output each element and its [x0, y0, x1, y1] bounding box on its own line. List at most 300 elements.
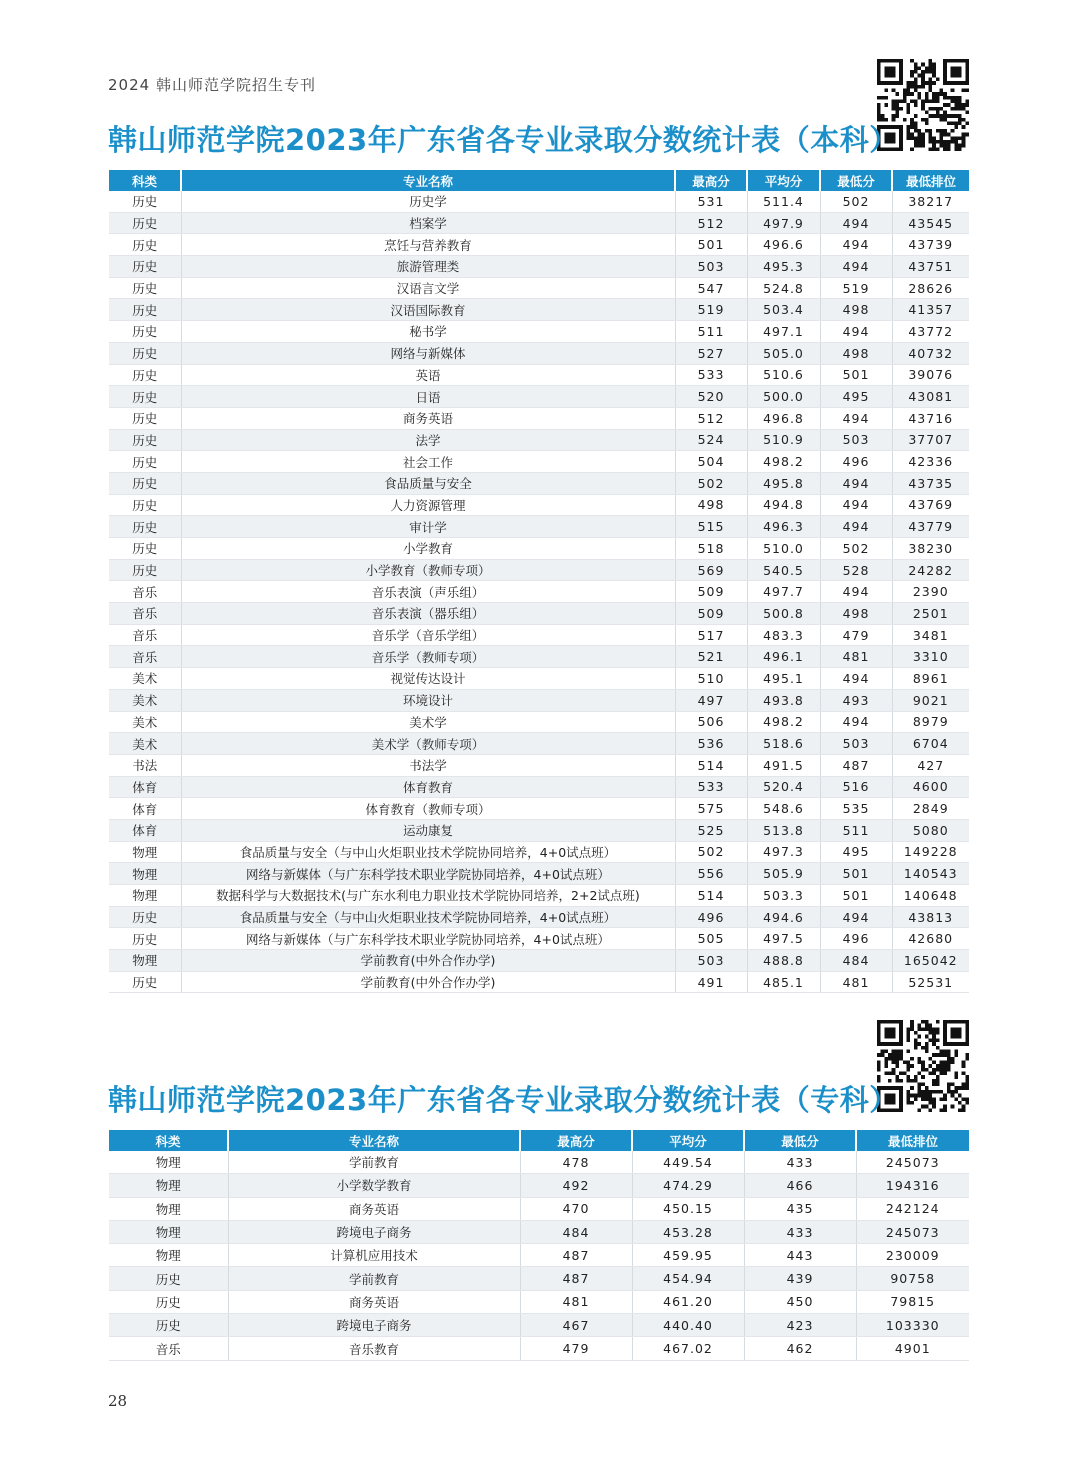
- min-score-cell: 466: [744, 1174, 856, 1197]
- avg-score-cell: 488.8: [747, 950, 820, 972]
- category-cell: 历史: [109, 364, 181, 386]
- table-row: [109, 711, 969, 733]
- min-score-cell: 498: [820, 299, 892, 321]
- min-score-cell: 493: [820, 689, 892, 711]
- max-score-cell: 502: [675, 472, 747, 494]
- category-cell: 历史: [109, 256, 181, 278]
- table-row: [109, 581, 969, 603]
- min-score-cell: 494: [820, 516, 892, 538]
- min-score-cell: 535: [820, 798, 892, 820]
- category-cell: 历史: [109, 212, 181, 234]
- avg-score-cell: 500.0: [747, 386, 820, 408]
- major-name-cell: 小学教育（教师专项）: [181, 559, 675, 581]
- min-rank-cell: 8961: [892, 668, 969, 690]
- category-cell: 物理: [109, 1174, 228, 1197]
- max-score-cell: 503: [675, 950, 747, 972]
- min-score-cell: 423: [744, 1314, 856, 1337]
- table-row: [109, 407, 969, 429]
- min-rank-cell: 149228: [892, 841, 969, 863]
- column-header: 最低排位: [892, 170, 969, 191]
- max-score-cell: 504: [675, 451, 747, 473]
- major-name-cell: 跨境电子商务: [228, 1220, 520, 1243]
- min-score-cell: 487: [820, 754, 892, 776]
- major-name-cell: 运动康复: [181, 819, 675, 841]
- category-cell: 历史: [109, 277, 181, 299]
- min-rank-cell: 427: [892, 754, 969, 776]
- table-row: [109, 191, 969, 212]
- table-row: [109, 885, 969, 907]
- major-name-cell: 小学数学教育: [228, 1174, 520, 1197]
- min-rank-cell: 43779: [892, 516, 969, 538]
- table-row: [109, 472, 969, 494]
- major-name-cell: 学前教育(中外合作办学): [181, 950, 675, 972]
- min-rank-cell: 40732: [892, 342, 969, 364]
- column-header: 专业名称: [228, 1130, 520, 1151]
- table-row: [109, 1314, 969, 1337]
- avg-score-cell: 505.0: [747, 342, 820, 364]
- min-rank-cell: 43813: [892, 906, 969, 928]
- min-rank-cell: 3481: [892, 624, 969, 646]
- max-score-cell: 509: [675, 581, 747, 603]
- min-rank-cell: 140648: [892, 885, 969, 907]
- max-score-cell: 506: [675, 711, 747, 733]
- major-name-cell: 汉语言文学: [181, 277, 675, 299]
- min-rank-cell: 43081: [892, 386, 969, 408]
- max-score-cell: 492: [520, 1174, 632, 1197]
- category-cell: 书法: [109, 754, 181, 776]
- max-score-cell: 487: [520, 1267, 632, 1290]
- min-rank-cell: 4600: [892, 776, 969, 798]
- min-score-cell: 494: [820, 472, 892, 494]
- avg-score-cell: 498.2: [747, 711, 820, 733]
- max-score-cell: 479: [520, 1337, 632, 1360]
- column-header: 最低分: [744, 1130, 856, 1151]
- max-score-cell: 498: [675, 494, 747, 516]
- min-rank-cell: 38217: [892, 191, 969, 212]
- max-score-cell: 524: [675, 429, 747, 451]
- min-score-cell: 495: [820, 841, 892, 863]
- min-rank-cell: 52531: [892, 971, 969, 993]
- category-cell: 历史: [109, 906, 181, 928]
- min-rank-cell: 9021: [892, 689, 969, 711]
- avg-score-cell: 510.9: [747, 429, 820, 451]
- max-score-cell: 518: [675, 538, 747, 560]
- header-text: 2024 韩山师范学院招生专刊: [108, 76, 316, 94]
- min-rank-cell: 43739: [892, 234, 969, 256]
- major-name-cell: 美术学（教师专项）: [181, 733, 675, 755]
- min-score-cell: 481: [820, 971, 892, 993]
- min-score-cell: 494: [820, 234, 892, 256]
- avg-score-cell: 497.5: [747, 928, 820, 950]
- major-name-cell: 档案学: [181, 212, 675, 234]
- avg-score-cell: 497.3: [747, 841, 820, 863]
- avg-score-cell: 510.6: [747, 364, 820, 386]
- category-cell: 历史: [109, 342, 181, 364]
- table-row: [109, 516, 969, 538]
- avg-score-cell: 461.20: [632, 1290, 744, 1313]
- category-cell: 历史: [109, 1290, 228, 1313]
- min-score-cell: 503: [820, 733, 892, 755]
- max-score-cell: 575: [675, 798, 747, 820]
- min-score-cell: 439: [744, 1267, 856, 1290]
- avg-score-cell: 520.4: [747, 776, 820, 798]
- min-rank-cell: 43751: [892, 256, 969, 278]
- category-cell: 物理: [109, 950, 181, 972]
- min-rank-cell: 242124: [856, 1197, 969, 1220]
- category-cell: 历史: [109, 321, 181, 343]
- category-cell: 历史: [109, 1267, 228, 1290]
- min-rank-cell: 2849: [892, 798, 969, 820]
- column-header: 最低排位: [856, 1130, 969, 1151]
- avg-score-cell: 496.6: [747, 234, 820, 256]
- min-score-cell: 502: [820, 538, 892, 560]
- min-score-cell: 528: [820, 559, 892, 581]
- major-name-cell: 学前教育: [228, 1267, 520, 1290]
- column-header: 最高分: [520, 1130, 632, 1151]
- min-rank-cell: 24282: [892, 559, 969, 581]
- table-row: [109, 277, 969, 299]
- min-score-cell: 494: [820, 321, 892, 343]
- table-row: [109, 646, 969, 668]
- category-cell: 音乐: [109, 624, 181, 646]
- max-score-cell: 514: [675, 885, 747, 907]
- min-rank-cell: 41357: [892, 299, 969, 321]
- table-row: [109, 321, 969, 343]
- min-rank-cell: 2390: [892, 581, 969, 603]
- max-score-cell: 503: [675, 256, 747, 278]
- min-score-cell: 501: [820, 885, 892, 907]
- category-cell: 音乐: [109, 1337, 228, 1360]
- min-score-cell: 501: [820, 863, 892, 885]
- column-header: 平均分: [632, 1130, 744, 1151]
- max-score-cell: 533: [675, 364, 747, 386]
- avg-score-cell: 497.7: [747, 581, 820, 603]
- category-cell: 历史: [109, 386, 181, 408]
- min-rank-cell: 165042: [892, 950, 969, 972]
- table-row: [109, 234, 969, 256]
- category-cell: 历史: [109, 494, 181, 516]
- avg-score-cell: 540.5: [747, 559, 820, 581]
- min-rank-cell: 3310: [892, 646, 969, 668]
- table-row: [109, 342, 969, 364]
- category-cell: 物理: [109, 1197, 228, 1220]
- undergraduate-table: [109, 170, 969, 993]
- major-name-cell: 烹饪与营养教育: [181, 234, 675, 256]
- min-score-cell: 501: [820, 364, 892, 386]
- min-rank-cell: 37707: [892, 429, 969, 451]
- table-row: [109, 1151, 969, 1174]
- category-cell: 历史: [109, 234, 181, 256]
- max-score-cell: 484: [520, 1220, 632, 1243]
- category-cell: 音乐: [109, 603, 181, 625]
- min-score-cell: 494: [820, 407, 892, 429]
- min-score-cell: 511: [820, 819, 892, 841]
- min-rank-cell: 90758: [856, 1267, 969, 1290]
- min-score-cell: 494: [820, 581, 892, 603]
- max-score-cell: 505: [675, 928, 747, 950]
- category-cell: 美术: [109, 668, 181, 690]
- min-score-cell: 450: [744, 1290, 856, 1313]
- column-header: 最高分: [675, 170, 747, 191]
- min-score-cell: 502: [820, 191, 892, 212]
- min-rank-cell: 42680: [892, 928, 969, 950]
- max-score-cell: 511: [675, 321, 747, 343]
- major-name-cell: 商务英语: [181, 407, 675, 429]
- avg-score-cell: 513.8: [747, 819, 820, 841]
- major-name-cell: 商务英语: [228, 1290, 520, 1313]
- category-cell: 体育: [109, 798, 181, 820]
- category-cell: 音乐: [109, 581, 181, 603]
- category-cell: 物理: [109, 885, 181, 907]
- max-score-cell: 496: [675, 906, 747, 928]
- min-score-cell: 435: [744, 1197, 856, 1220]
- category-cell: 历史: [109, 429, 181, 451]
- table-row: [109, 1337, 969, 1360]
- max-score-cell: 556: [675, 863, 747, 885]
- max-score-cell: 536: [675, 733, 747, 755]
- major-name-cell: 食品质量与安全（与中山火炬职业技术学院协同培养，4+0试点班）: [181, 841, 675, 863]
- min-score-cell: 494: [820, 906, 892, 928]
- avg-score-cell: 497.9: [747, 212, 820, 234]
- table-row: [109, 1290, 969, 1313]
- major-name-cell: 商务英语: [228, 1197, 520, 1220]
- min-score-cell: 479: [820, 624, 892, 646]
- major-name-cell: 书法学: [181, 754, 675, 776]
- table-row: [109, 538, 969, 560]
- major-name-cell: 审计学: [181, 516, 675, 538]
- major-name-cell: 学前教育: [228, 1151, 520, 1174]
- category-cell: 历史: [109, 407, 181, 429]
- max-score-cell: 517: [675, 624, 747, 646]
- table-row: [109, 559, 969, 581]
- max-score-cell: 501: [675, 234, 747, 256]
- avg-score-cell: 503.3: [747, 885, 820, 907]
- min-score-cell: 433: [744, 1220, 856, 1243]
- table-row: [109, 733, 969, 755]
- avg-score-cell: 496.1: [747, 646, 820, 668]
- min-score-cell: 494: [820, 494, 892, 516]
- table-row: [109, 1174, 969, 1197]
- major-name-cell: 社会工作: [181, 451, 675, 473]
- max-score-cell: 521: [675, 646, 747, 668]
- max-score-cell: 520: [675, 386, 747, 408]
- min-rank-cell: 2501: [892, 603, 969, 625]
- max-score-cell: 497: [675, 689, 747, 711]
- max-score-cell: 510: [675, 668, 747, 690]
- column-header: 最低分: [820, 170, 892, 191]
- major-name-cell: 学前教育(中外合作办学): [181, 971, 675, 993]
- table1-title: 韩山师范学院2023年广东省各专业录取分数统计表（本科）: [108, 123, 899, 157]
- table-row: [109, 863, 969, 885]
- min-rank-cell: 8979: [892, 711, 969, 733]
- min-score-cell: 495: [820, 386, 892, 408]
- table-row: [109, 1267, 969, 1290]
- major-name-cell: 食品质量与安全（与中山火炬职业技术学院协同培养，4+0试点班）: [181, 906, 675, 928]
- avg-score-cell: 518.6: [747, 733, 820, 755]
- min-rank-cell: 79815: [856, 1290, 969, 1313]
- table-row: [109, 364, 969, 386]
- table-row: [109, 212, 969, 234]
- min-rank-cell: 43769: [892, 494, 969, 516]
- min-rank-cell: 43545: [892, 212, 969, 234]
- table-row: [109, 950, 969, 972]
- category-cell: 物理: [109, 1220, 228, 1243]
- min-rank-cell: 42336: [892, 451, 969, 473]
- major-name-cell: 视觉传达设计: [181, 668, 675, 690]
- avg-score-cell: 440.40: [632, 1314, 744, 1337]
- avg-score-cell: 495.8: [747, 472, 820, 494]
- min-rank-cell: 194316: [856, 1174, 969, 1197]
- category-cell: 历史: [109, 1314, 228, 1337]
- avg-score-cell: 511.4: [747, 191, 820, 212]
- min-score-cell: 498: [820, 603, 892, 625]
- major-name-cell: 汉语国际教育: [181, 299, 675, 321]
- table-row: [109, 494, 969, 516]
- avg-score-cell: 474.29: [632, 1174, 744, 1197]
- major-name-cell: 计算机应用技术: [228, 1244, 520, 1267]
- avg-score-cell: 459.95: [632, 1244, 744, 1267]
- major-name-cell: 旅游管理类: [181, 256, 675, 278]
- category-cell: 美术: [109, 689, 181, 711]
- table-row: [109, 906, 969, 928]
- table-header-row: [109, 1130, 969, 1151]
- min-rank-cell: 43716: [892, 407, 969, 429]
- major-name-cell: 秘书学: [181, 321, 675, 343]
- avg-score-cell: 467.02: [632, 1337, 744, 1360]
- avg-score-cell: 497.1: [747, 321, 820, 343]
- table-row: [109, 819, 969, 841]
- major-name-cell: 网络与新媒体（与广东科学技术职业学院协同培养，4+0试点班）: [181, 928, 675, 950]
- table-row: [109, 451, 969, 473]
- table-row: [109, 754, 969, 776]
- min-score-cell: 516: [820, 776, 892, 798]
- max-score-cell: 512: [675, 407, 747, 429]
- max-score-cell: 509: [675, 603, 747, 625]
- avg-score-cell: 498.2: [747, 451, 820, 473]
- table-row: [109, 776, 969, 798]
- category-cell: 历史: [109, 451, 181, 473]
- major-name-cell: 食品质量与安全: [181, 472, 675, 494]
- category-cell: 物理: [109, 1151, 228, 1174]
- max-score-cell: 547: [675, 277, 747, 299]
- major-name-cell: 法学: [181, 429, 675, 451]
- table-row: [109, 1220, 969, 1243]
- category-cell: 物理: [109, 1244, 228, 1267]
- max-score-cell: 525: [675, 819, 747, 841]
- min-rank-cell: 230009: [856, 1244, 969, 1267]
- major-name-cell: 日语: [181, 386, 675, 408]
- major-name-cell: 音乐表演（声乐组）: [181, 581, 675, 603]
- min-rank-cell: 140543: [892, 863, 969, 885]
- min-score-cell: 494: [820, 668, 892, 690]
- min-score-cell: 496: [820, 928, 892, 950]
- max-score-cell: 514: [675, 754, 747, 776]
- min-score-cell: 484: [820, 950, 892, 972]
- min-score-cell: 443: [744, 1244, 856, 1267]
- max-score-cell: 481: [520, 1290, 632, 1313]
- table-row: [109, 798, 969, 820]
- category-cell: 历史: [109, 971, 181, 993]
- max-score-cell: 512: [675, 212, 747, 234]
- min-score-cell: 481: [820, 646, 892, 668]
- avg-score-cell: 494.8: [747, 494, 820, 516]
- avg-score-cell: 454.94: [632, 1267, 744, 1290]
- avg-score-cell: 505.9: [747, 863, 820, 885]
- column-header: 平均分: [747, 170, 820, 191]
- category-cell: 物理: [109, 841, 181, 863]
- table-row: [109, 689, 969, 711]
- avg-score-cell: 495.3: [747, 256, 820, 278]
- avg-score-cell: 503.4: [747, 299, 820, 321]
- avg-score-cell: 453.28: [632, 1220, 744, 1243]
- major-name-cell: 历史学: [181, 191, 675, 212]
- category-cell: 历史: [109, 928, 181, 950]
- avg-score-cell: 500.8: [747, 603, 820, 625]
- min-score-cell: 498: [820, 342, 892, 364]
- major-name-cell: 音乐学（教师专项）: [181, 646, 675, 668]
- category-cell: 体育: [109, 776, 181, 798]
- min-rank-cell: 5080: [892, 819, 969, 841]
- table-row: [109, 386, 969, 408]
- min-score-cell: 519: [820, 277, 892, 299]
- category-cell: 美术: [109, 733, 181, 755]
- min-rank-cell: 4901: [856, 1337, 969, 1360]
- table-row: [109, 928, 969, 950]
- table-header-row: [109, 170, 969, 191]
- category-cell: 历史: [109, 191, 181, 212]
- table-row: [109, 603, 969, 625]
- min-score-cell: 494: [820, 212, 892, 234]
- major-name-cell: 音乐学（音乐学组）: [181, 624, 675, 646]
- table-row: [109, 668, 969, 690]
- category-cell: 历史: [109, 538, 181, 560]
- category-cell: 音乐: [109, 646, 181, 668]
- major-name-cell: 体育教育（教师专项）: [181, 798, 675, 820]
- avg-score-cell: 495.1: [747, 668, 820, 690]
- major-name-cell: 美术学: [181, 711, 675, 733]
- min-score-cell: 494: [820, 711, 892, 733]
- category-cell: 历史: [109, 472, 181, 494]
- category-cell: 历史: [109, 516, 181, 538]
- min-rank-cell: 43735: [892, 472, 969, 494]
- table-row: [109, 1197, 969, 1220]
- major-name-cell: 音乐教育: [228, 1337, 520, 1360]
- table-row: [109, 841, 969, 863]
- min-rank-cell: 38230: [892, 538, 969, 560]
- avg-score-cell: 449.54: [632, 1151, 744, 1174]
- avg-score-cell: 496.3: [747, 516, 820, 538]
- max-score-cell: 569: [675, 559, 747, 581]
- avg-score-cell: 493.8: [747, 689, 820, 711]
- avg-score-cell: 496.8: [747, 407, 820, 429]
- table-row: [109, 256, 969, 278]
- min-rank-cell: 28626: [892, 277, 969, 299]
- column-header: 专业名称: [181, 170, 675, 191]
- avg-score-cell: 485.1: [747, 971, 820, 993]
- min-score-cell: 503: [820, 429, 892, 451]
- min-rank-cell: 39076: [892, 364, 969, 386]
- max-score-cell: 519: [675, 299, 747, 321]
- avg-score-cell: 510.0: [747, 538, 820, 560]
- min-rank-cell: 103330: [856, 1314, 969, 1337]
- min-score-cell: 462: [744, 1337, 856, 1360]
- major-name-cell: 小学教育: [181, 538, 675, 560]
- major-name-cell: 英语: [181, 364, 675, 386]
- max-score-cell: 478: [520, 1151, 632, 1174]
- category-cell: 历史: [109, 299, 181, 321]
- avg-score-cell: 548.6: [747, 798, 820, 820]
- avg-score-cell: 483.3: [747, 624, 820, 646]
